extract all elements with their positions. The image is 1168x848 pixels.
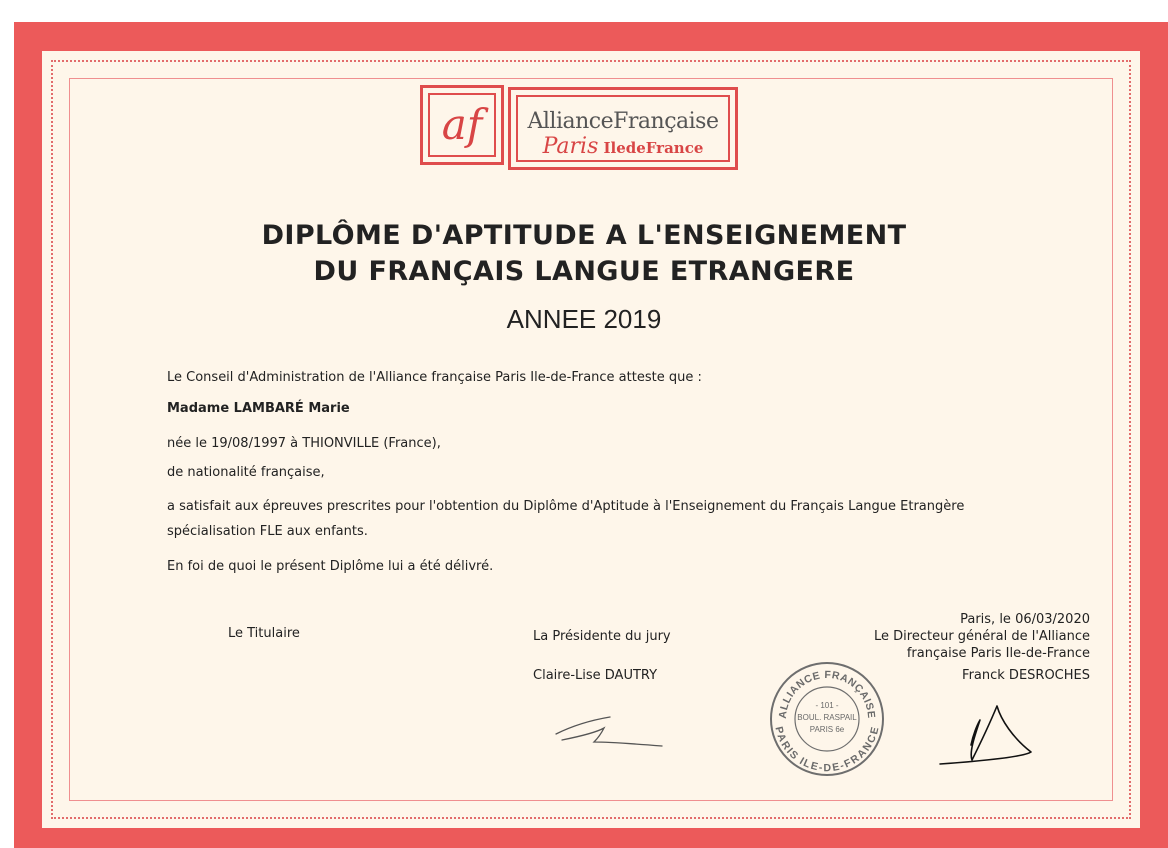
place-date: Paris, le 06/03/2020 [960, 612, 1090, 627]
director-name: Franck DESROCHES [962, 668, 1090, 683]
diploma-title-line1: DIPLÔME D'APTITUDE A L'ENSEIGNEMENT [261, 220, 907, 251]
stamp-number: - 101 - [815, 701, 839, 710]
logo-monogram: af [441, 100, 483, 149]
official-stamp [768, 660, 886, 778]
holder-label: Le Titulaire [228, 626, 300, 641]
stamp-top-text: ALLIANCE FRANÇAISE [776, 668, 878, 720]
stamp-bottom-text: PARIS ILE-DE-FRANCE [772, 725, 882, 775]
diploma-year: ANNEE 2019 [506, 304, 662, 334]
logo-region: IledeFrance [603, 139, 704, 157]
nationality-info: de nationalité française, [167, 465, 325, 480]
conclusion-text: En foi de quoi le présent Diplôme lui a été délivré. [167, 559, 494, 574]
af-logo [420, 85, 504, 165]
intro-text: Le Conseil d'Administration de l'Alliance française Paris Ile-de-France atteste que : [167, 370, 702, 385]
logo-name: AllianceFrançaise [527, 109, 719, 134]
stamp-district: PARIS 6e [809, 725, 845, 734]
director-label-line2: française Paris Ile-de-France [906, 646, 1090, 661]
stamp-street: BOUL. RASPAIL [797, 713, 857, 722]
birth-info: née le 19/08/1997 à THIONVILLE (France), [167, 436, 441, 451]
director-signature [935, 700, 1065, 770]
jury-name: Claire-Lise DAUTRY [533, 668, 658, 683]
diploma-title-line2: DU FRANÇAIS LANGUE ETRANGERE [313, 256, 855, 287]
jury-signature [552, 712, 667, 752]
achievement-text: a satisfait aux épreuves prescrites pour l'obtention du Diplôme d'Aptitude à l'Enseignement du Français Langue Etrangère [167, 499, 965, 514]
logo-city: Paris [542, 134, 599, 159]
specialisation-text: spécialisation FLE aux enfants. [167, 524, 368, 539]
holder-name: Madame LAMBARÉ Marie [167, 401, 350, 416]
alliance-francaise-logo [508, 87, 738, 170]
director-label-line1: Le Directeur général de l'Alliance [874, 629, 1090, 644]
jury-label: La Présidente du jury [533, 629, 671, 644]
